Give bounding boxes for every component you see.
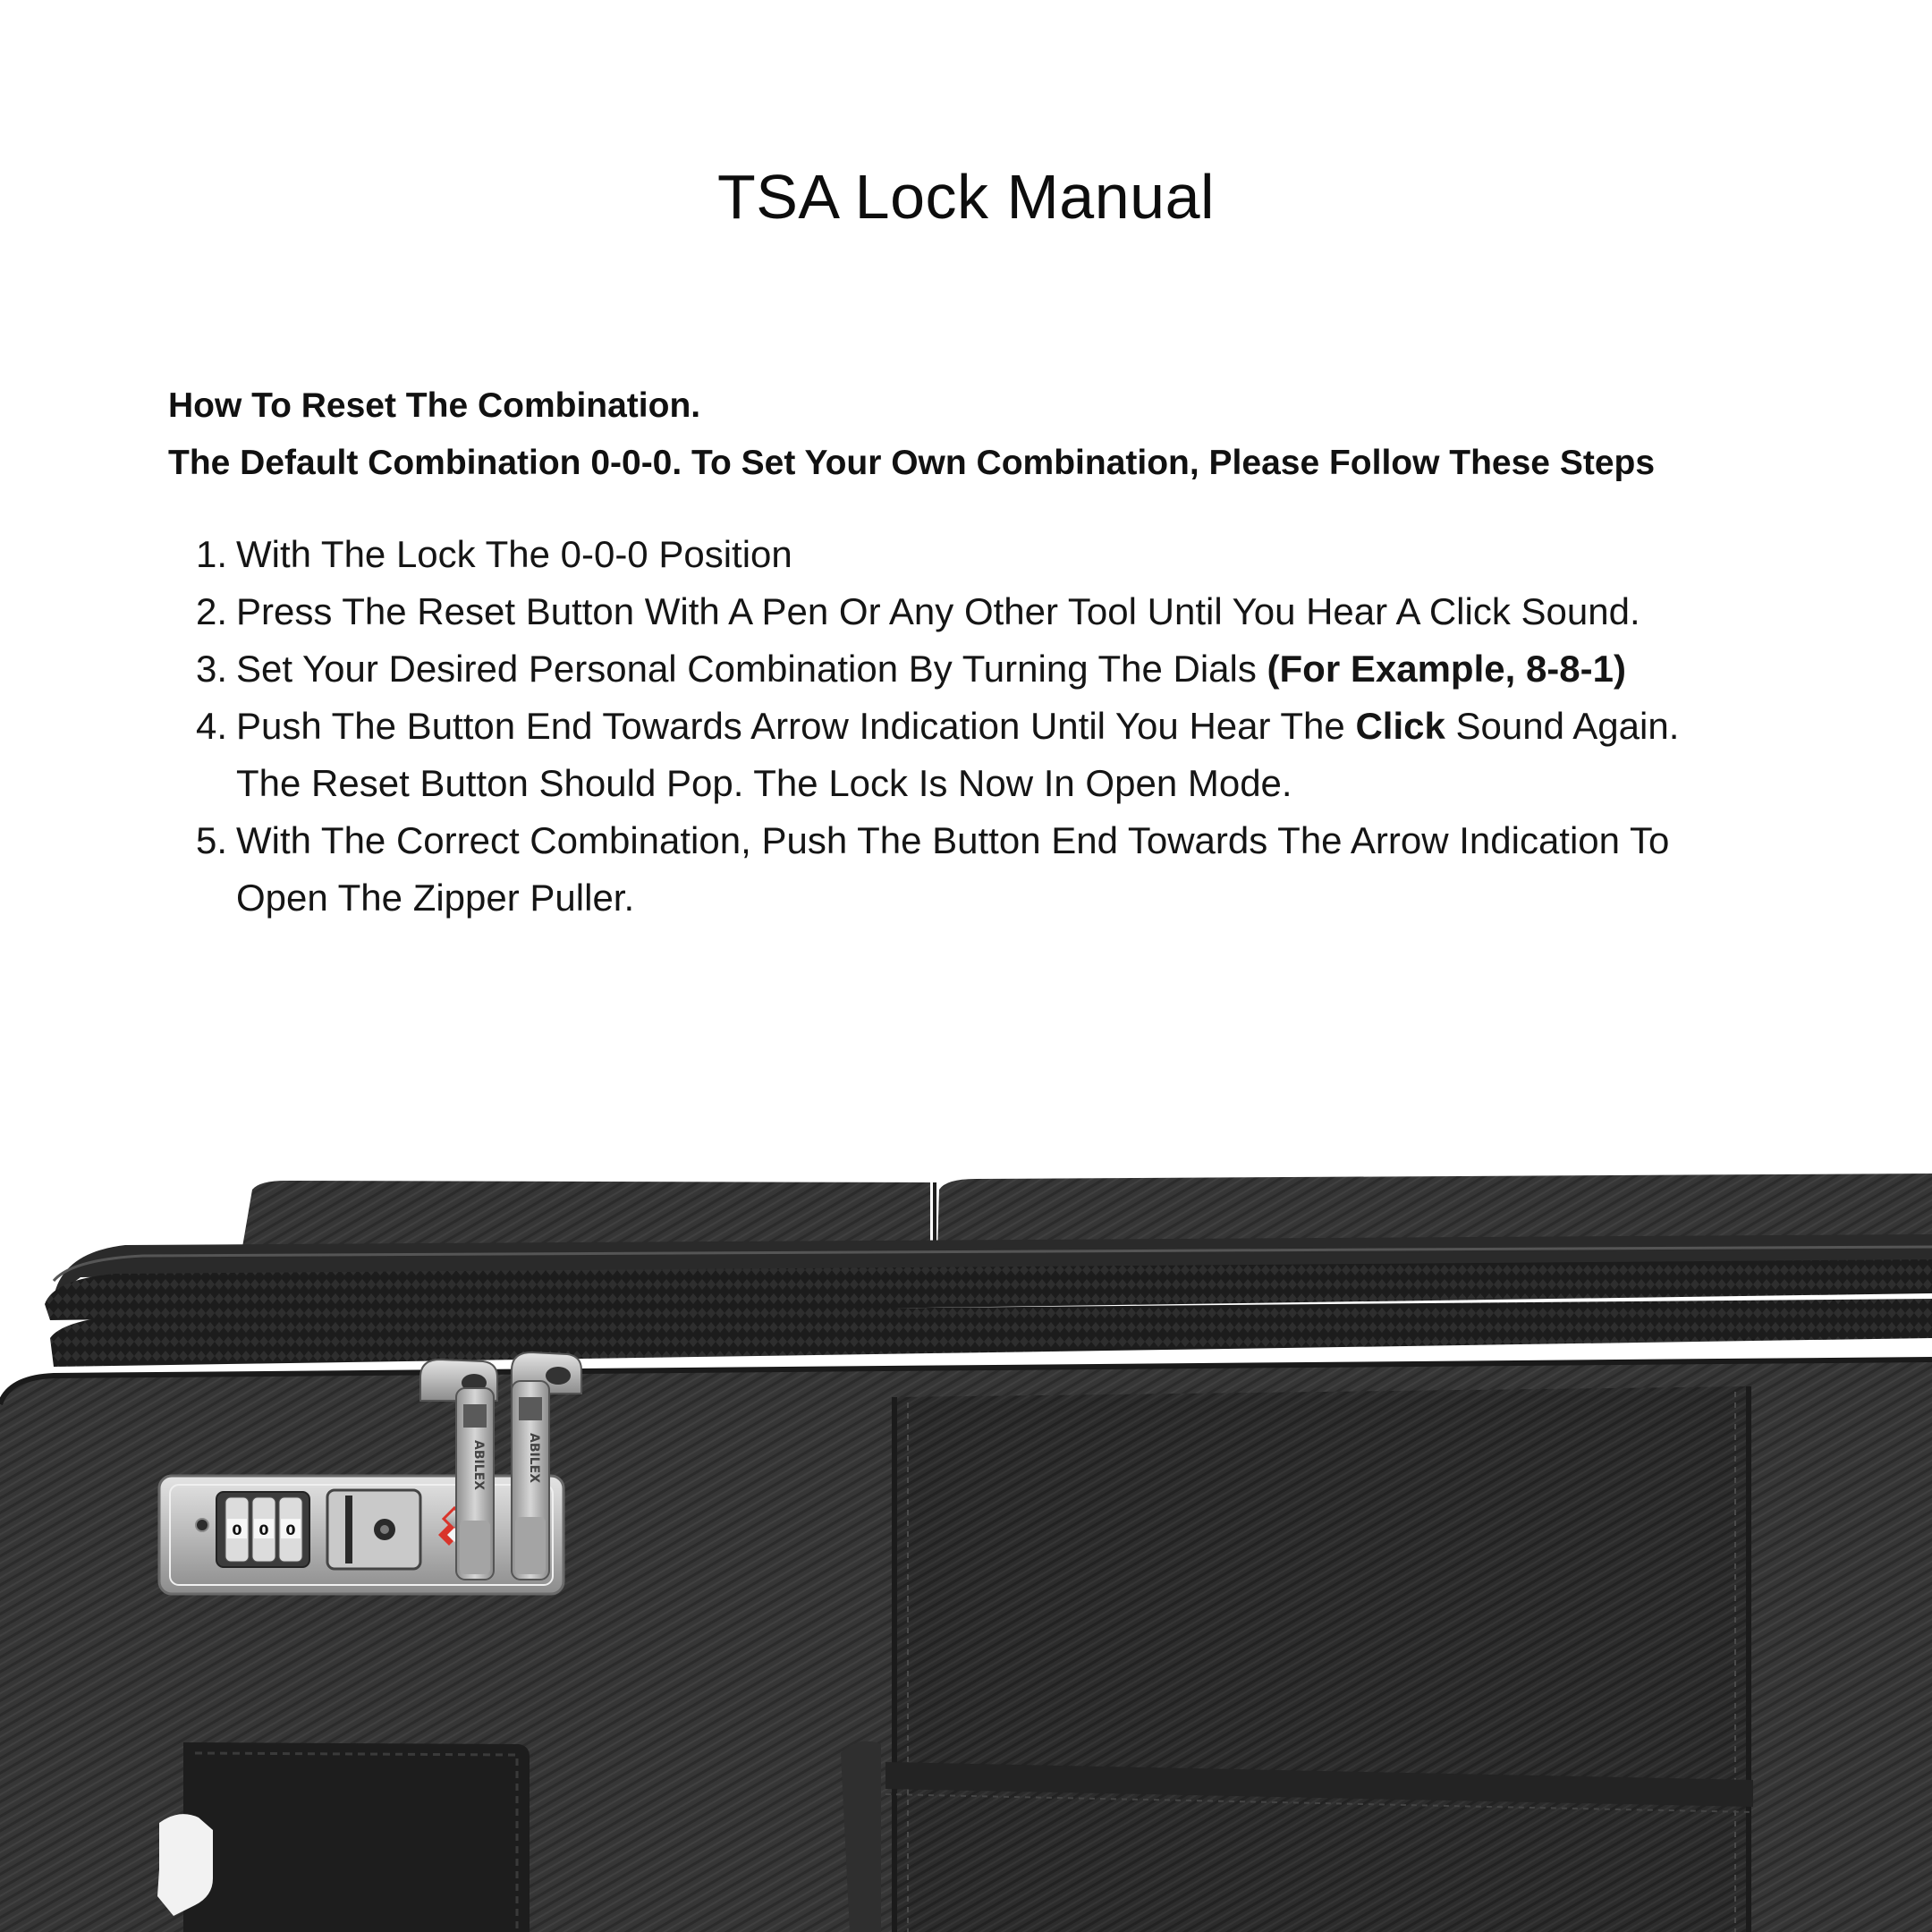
- zipper-brand-label: ABILEX: [527, 1433, 541, 1483]
- step-text: Push The Button End Towards Arrow Indication Until You Hear The Click Sound Again. The Reset Button Should Pop. The Lock Is Now In Open Mode.: [227, 698, 1679, 812]
- step-number: 2.: [195, 590, 227, 632]
- step-text: Set Your Desired Personal Combination By Turning The Dials (For Example, 8-8-1): [236, 648, 1626, 690]
- combination-dial[interactable]: [252, 1497, 275, 1562]
- intro-line-default: The Default Combination 0-0-0. To Set Your Own Combination, Please Follow These Steps: [168, 444, 1656, 482]
- step-text-continued: The Reset Button Should Pop. The Lock Is Now In Open Mode.: [236, 762, 1292, 804]
- intro-line-reset: How To Reset The Combination.: [168, 386, 701, 425]
- click-emphasis: Click: [1355, 705, 1445, 747]
- luggage-photo: [0, 1163, 1932, 1932]
- step-item: [168, 526, 1868, 583]
- zipper-brand-label: ABILEX: [471, 1440, 486, 1490]
- step-number: 1.: [195, 533, 227, 575]
- tsa-lock: [159, 1476, 564, 1594]
- page-title: TSA Lock Manual: [716, 162, 1216, 232]
- step-number: 3.: [195, 648, 227, 690]
- step-text: With The Lock The 0-0-0 Position: [236, 533, 792, 575]
- combination-dial[interactable]: [225, 1497, 249, 1562]
- step-text-continued: Open The Zipper Puller.: [236, 877, 635, 919]
- step-item: [168, 640, 1868, 698]
- lock-indicator-dot: [196, 1519, 208, 1531]
- step-example: (For Example, 8-8-1): [1267, 648, 1626, 690]
- step-item: [168, 583, 1868, 640]
- dial-digit: 0: [258, 1521, 269, 1538]
- intro-heading: [168, 377, 1868, 492]
- dial-digit: 0: [232, 1521, 242, 1538]
- front-pocket-panel: [894, 1386, 1749, 1932]
- steps-list: [168, 526, 1868, 927]
- combination-dial[interactable]: [279, 1497, 302, 1562]
- step-item: [168, 812, 1868, 927]
- step-text: Press The Reset Button With A Pen Or Any Other Tool Until You Hear A Click Sound.: [236, 590, 1640, 632]
- step-item: [168, 698, 1868, 812]
- dial-digit: 0: [285, 1521, 296, 1538]
- step-number: 4.: [195, 705, 227, 747]
- step-number: 5.: [195, 819, 227, 861]
- step-text: With The Correct Combination, Push The Button End Towards The Arrow Indication To Open The Zipper Puller.: [227, 812, 1669, 927]
- id-tag-holder: [183, 1742, 530, 1932]
